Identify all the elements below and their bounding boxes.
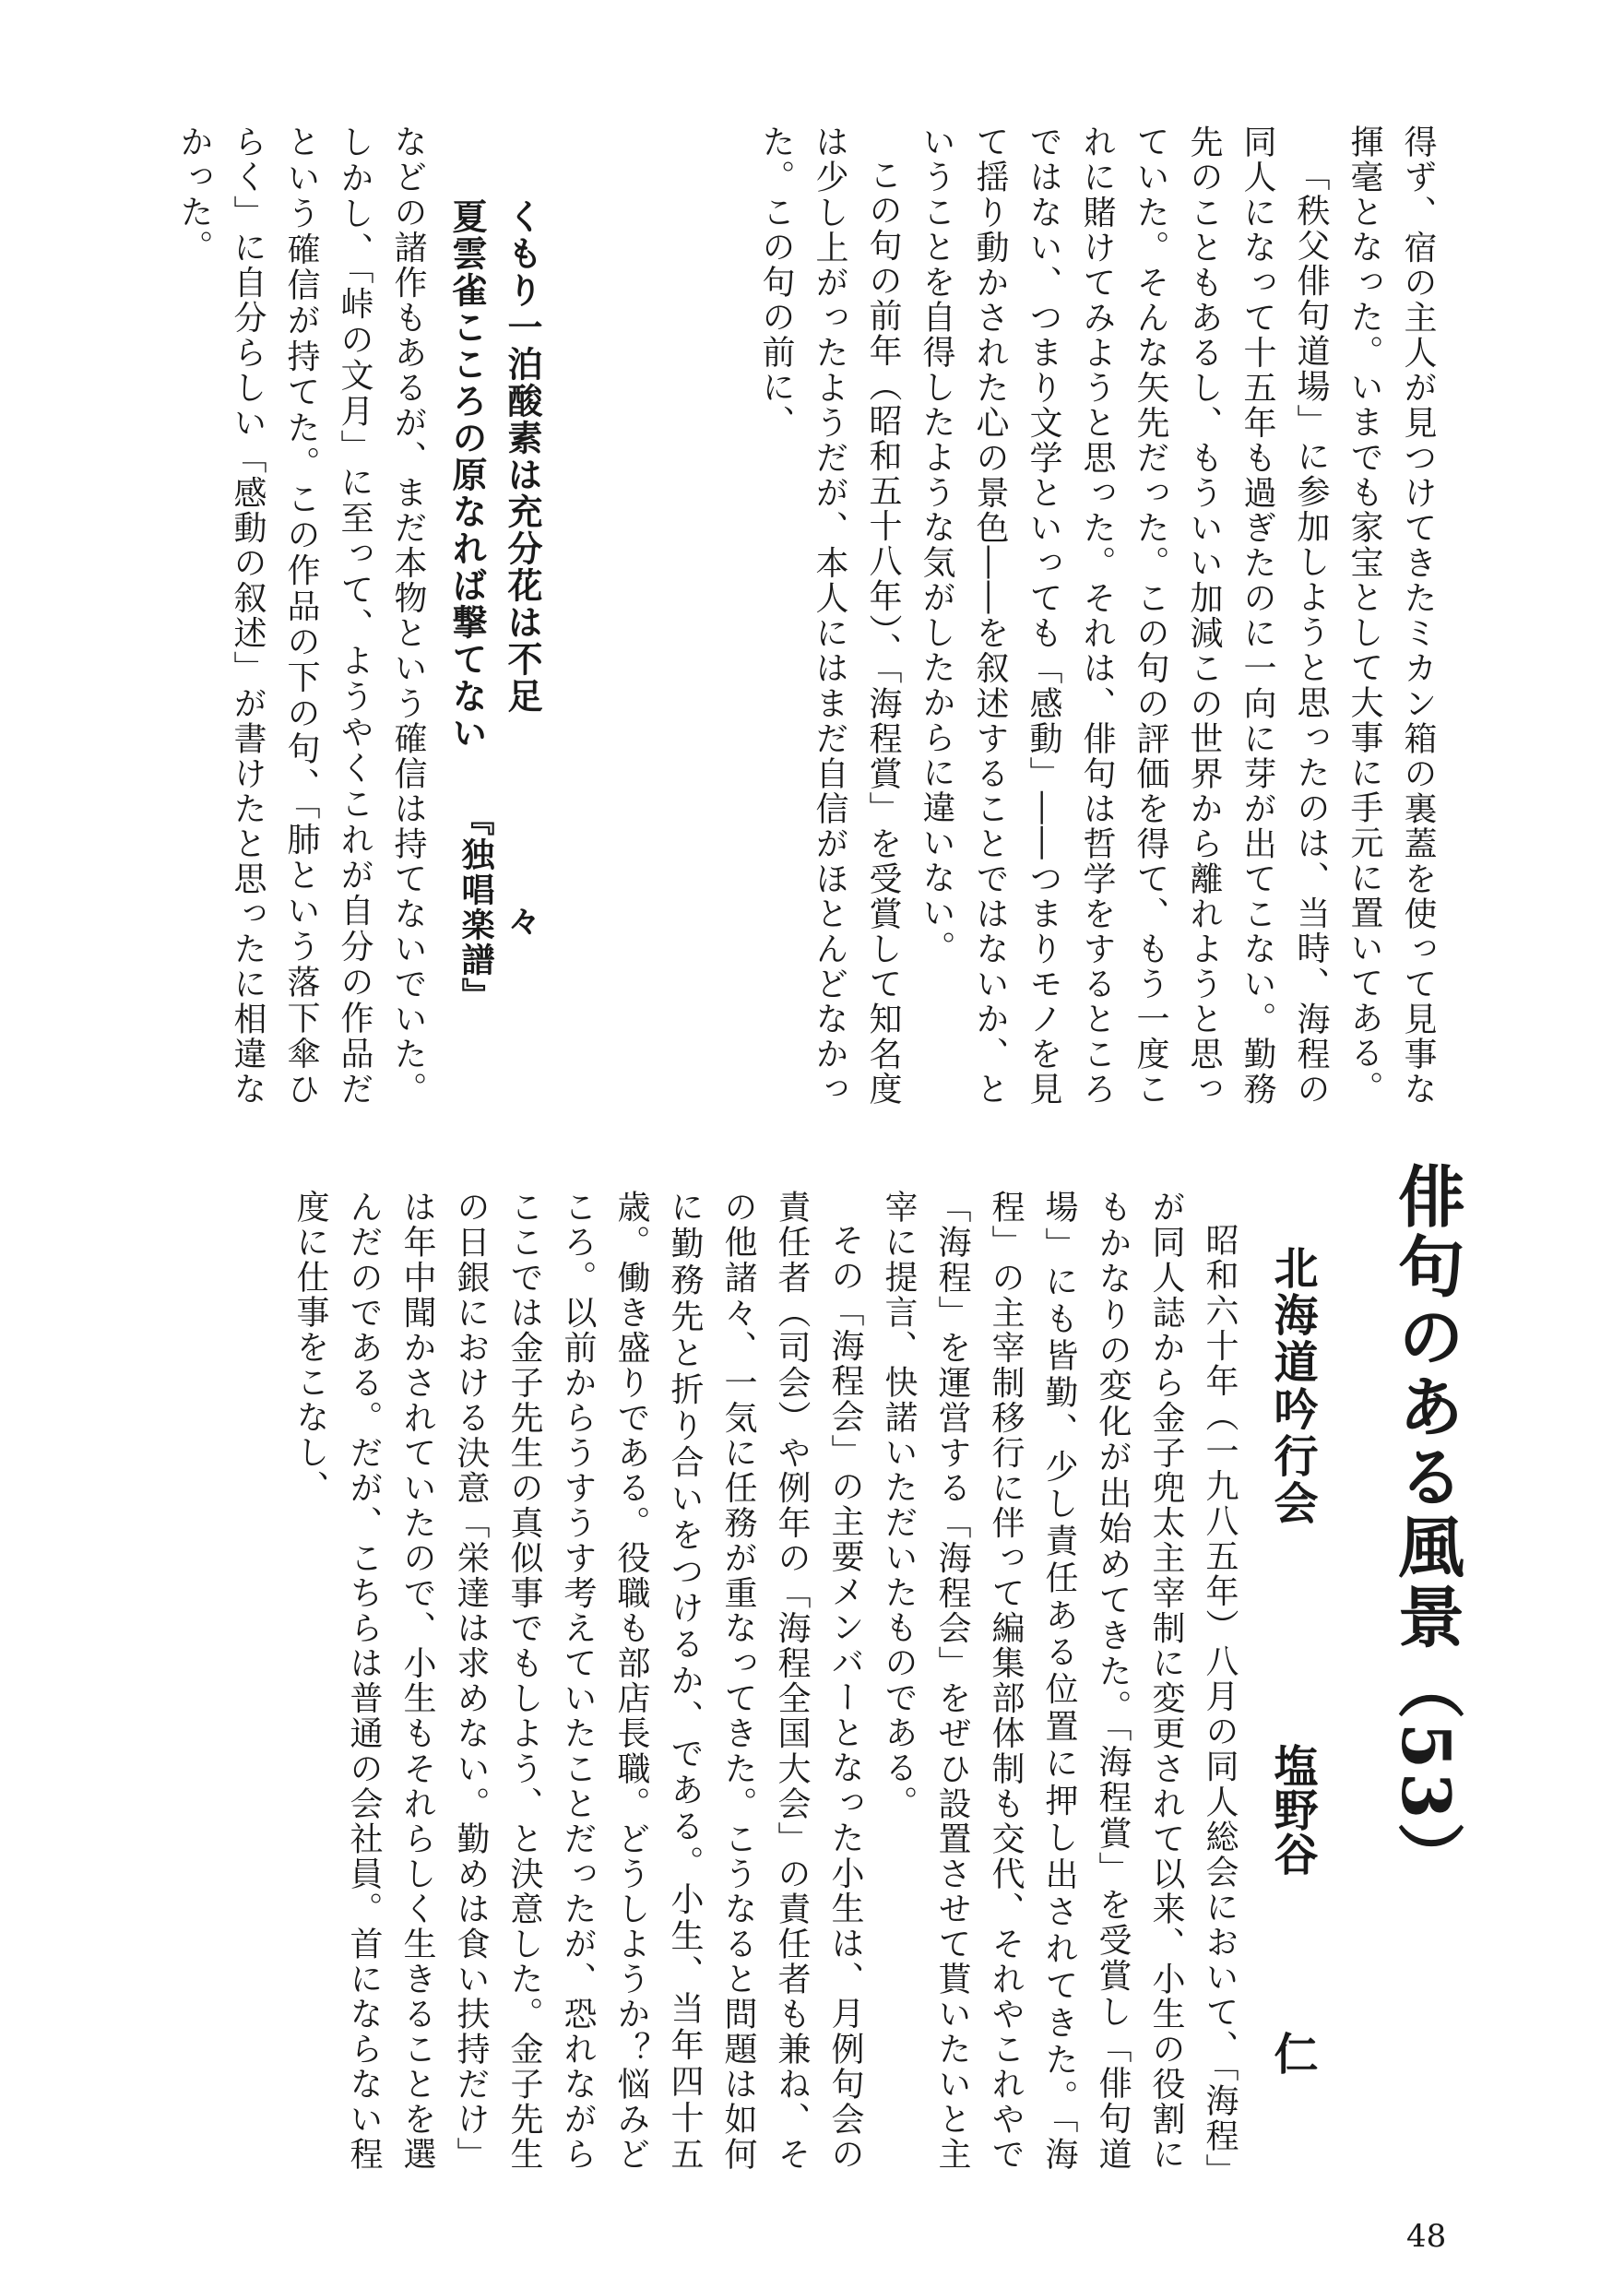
upper-body-text-continued (167, 124, 434, 1107)
article-subtitle: 北海道吟行会 (1266, 1245, 1318, 1527)
haiku-source: 『独唱楽譜』 (456, 802, 495, 1013)
upper-paragraph-3: この句の前年（昭和五十八年）、「海程賞」を受賞して知名度は少し上がったようだが、本人にはまだ自信がほとんどなかった。この句の前に、 (757, 124, 902, 1108)
haiku-line-2: 夏雲雀こころの原なれば撃てない (446, 198, 488, 752)
lower-paragraph-1: 昭和六十年（一九八五年）八月の同人総会において、「海程」が同人誌から金子兜太主宰制に変更されて以来、小生の役割にもかなりの変化が出始めてきた。「海程賞」を受賞し「俳句道場」にも皆勤、少し責任ある位置に押し出されてきた。「海程」の主宰制移行に伴って編集部体制も交代、それやこれやで「海程」を運営する「海程会」をぜひ設置させて貰いたいと主宰に提言、快諾いただいたものである。 (880, 1190, 1239, 2173)
haiku-repeat-mark: 々 (503, 904, 541, 937)
page-number: 48 (1406, 2218, 1447, 2255)
author-name (1264, 1743, 1320, 2075)
upper-paragraph-2: 「秩父俳句道場」に参加しようと思ったのは、当時、海程の同人になって十五年も過ぎたのに一向に芽が出てこない。勤務先のこともあるし、もういい加減この世界から離れようと思っていた。そんな矢先だった。この句の評価を得て、もう一度これに賭けてみようと思った。それは、俳句は哲学をするところではない、つまり文学といっても「感動」――つまりモノを見て揺り動かされた心の景色――を叙述することではないか、ということを自得したような気がしたからに違いない。 (918, 124, 1330, 1108)
haiku-line-1: くもり一泊酸素は充分花は不足 (502, 198, 543, 715)
lower-body-text (283, 1190, 1246, 2172)
upper-paragraph-1: 得ず、宿の主人が見つけてきたミカン箱の裏蓋を使って見事な揮毫となった。いまでも家宝として大事に手元に置いてある。 (1345, 124, 1437, 1108)
author-surname: 塩野谷 (1266, 1743, 1318, 1876)
upper-paragraph-4: などの諸作もあるが、まだ本物という確信は持てないでいた。しかし、「峠の文月」に至って、ようやくこれが自分の作品だという確信が持てた。この作品の下の句、「肺という落下傘ひらく」に自分らしい「感動の叙述」が書けたと思ったに相違なかった。 (175, 124, 427, 1107)
lower-paragraph-2: その「海程会」の主要メンバーとなった小生は、月例句会の責任者（司会）や例年の「海程全国大会」の責任者も兼ね、その他諸々、一気に任務が重なってきた。こうなると問題は如何に勤務先と折り合いをつけるか、である。小生、当年四十五歳。働き盛りである。役職も部店長職。どうしようか？悩みどころ。以前からうすうす考えていたことだったが、恐れながらここでは金子先生の真似事でもしよう、と決意した。金子先生の日銀における決意「栄達は求めない。勤めは食い扶持だけ」は年中聞かされていたので、小生もそれらしく生きることを選んだのである。だが、こちらは普通の会社員。首にならない程度に仕事をこなし、 (291, 1190, 864, 2173)
upper-body-text (749, 124, 1444, 1107)
article-title: 俳句のある風景（53） (1387, 1162, 1465, 1893)
author-given-name: 仁 (1266, 2031, 1318, 2075)
